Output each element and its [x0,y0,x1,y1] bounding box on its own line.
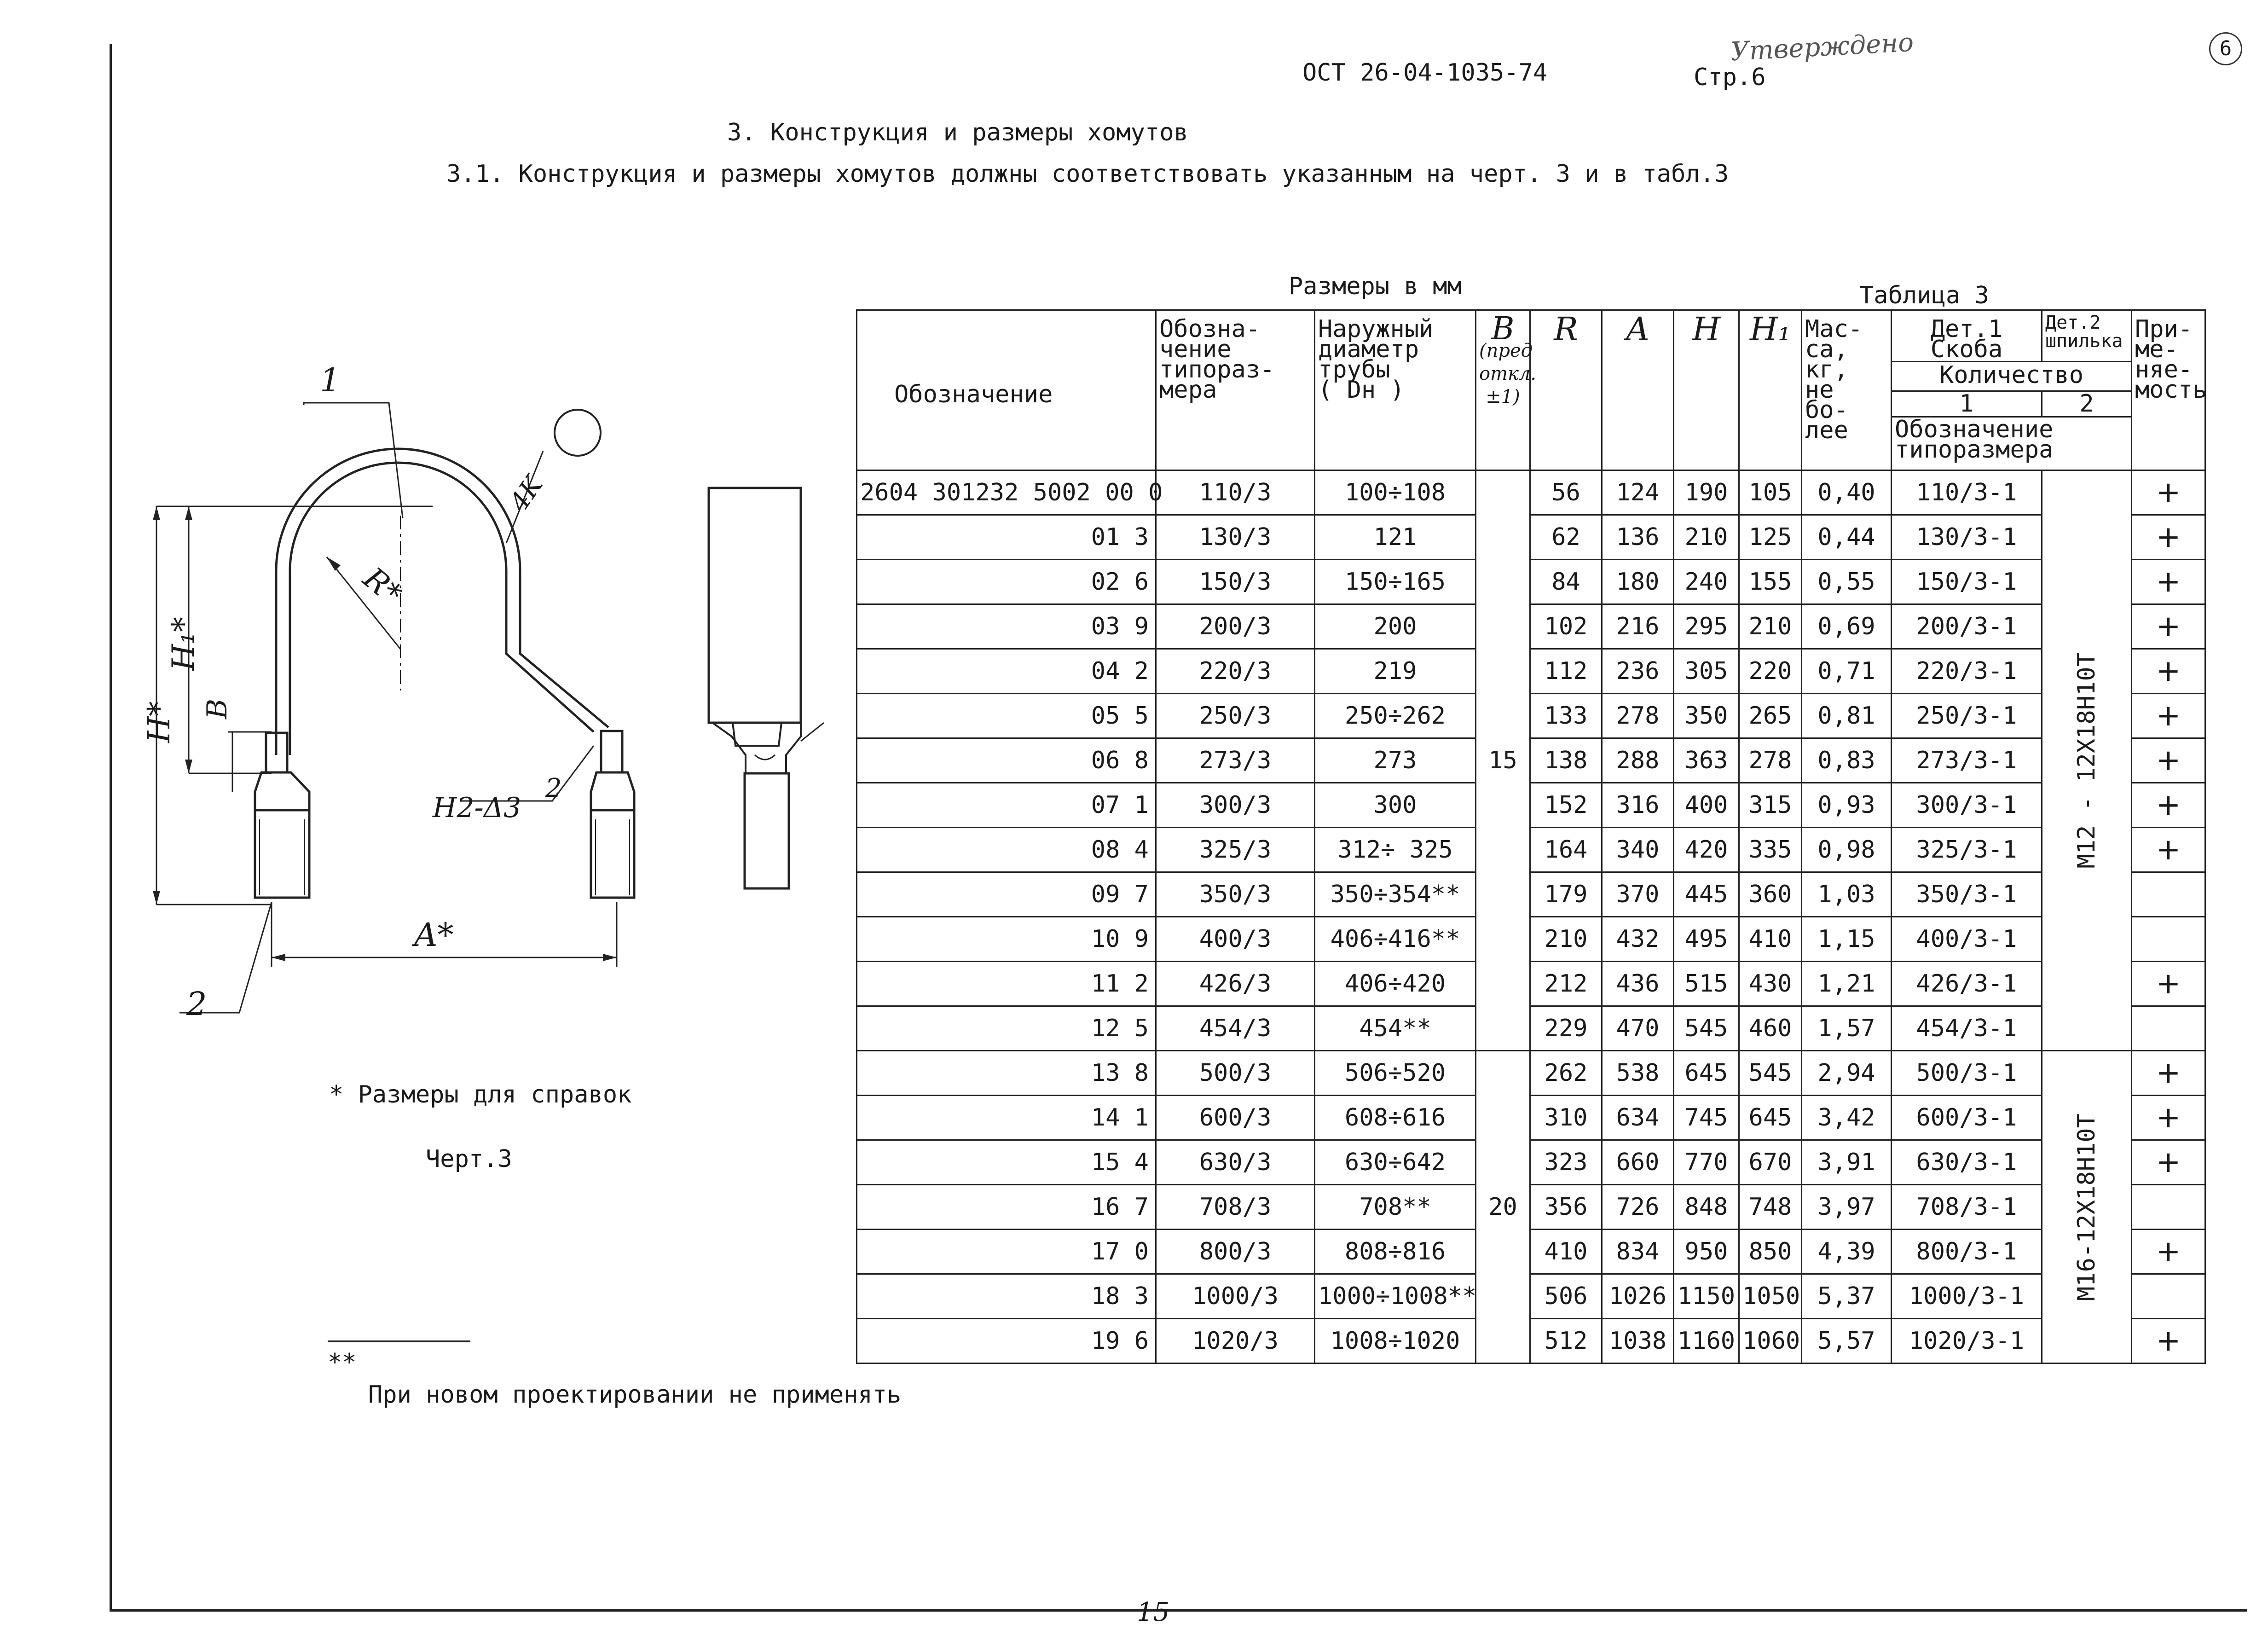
cell-mass: 1,57 [1802,1006,1892,1051]
cell-a: 278 [1602,694,1674,738]
cell-r: 138 [1530,738,1602,783]
height1-label: H₁* [166,616,202,671]
cell-type: 600/3 [1156,1096,1315,1140]
cell-h: 848 [1674,1185,1739,1230]
cell-h: 190 [1674,470,1739,515]
cell-r: 356 [1530,1185,1602,1230]
cell-mass: 2,94 [1802,1051,1892,1096]
weld-number-label: 2 [545,773,562,803]
cell-type: 150/3 [1156,560,1315,604]
handwritten-signature: Утверждено [1730,27,1915,67]
cell-mass: 1,21 [1802,962,1892,1006]
applicability-mark [2132,917,2205,962]
cell-dn: 200 [1315,604,1476,649]
cell-dn: 1008÷1020 [1315,1319,1476,1363]
cell-h1: 210 [1739,604,1802,649]
table-row [857,1230,2205,1274]
cell-r: 212 [1530,962,1602,1006]
table-body [857,470,2205,1363]
col-size-type: Обозна- чение типораз- мера [1156,310,1315,470]
cell-mass: 0,98 [1802,828,1892,872]
cell-des: 15 4 [857,1140,1156,1185]
cell-part: 220/3-1 [1892,649,2042,694]
cell-mass: 0,69 [1802,604,1892,649]
stud-material-cell [2042,470,2132,1051]
cell-r: 323 [1530,1140,1602,1185]
cell-a: 180 [1602,560,1674,604]
b-value-cell: 15 [1476,470,1530,1051]
cell-type: 800/3 [1156,1230,1315,1274]
cell-des: 16 7 [857,1185,1156,1230]
table-row [857,1185,2205,1230]
cell-a: 288 [1602,738,1674,783]
cell-r: 210 [1530,917,1602,962]
cell-h: 445 [1674,872,1739,917]
section-text: 3.1. Конструкция и размеры хомутов должны соответствовать указанным на черт. 3 и в табл.3 [446,160,1729,188]
cell-des: 01 3 [857,515,1156,560]
table-row [857,560,2205,604]
clamp-drawing [138,359,847,1050]
cell-dn: 808÷816 [1315,1230,1476,1274]
cell-type: 1000/3 [1156,1274,1315,1319]
cell-a: 634 [1602,1096,1674,1140]
cell-part: 150/3-1 [1892,560,2042,604]
cell-h: 770 [1674,1140,1739,1185]
cell-part: 325/3-1 [1892,828,2042,872]
cell-des: 11 2 [857,962,1156,1006]
cell-mass: 5,57 [1802,1319,1892,1363]
cell-dn: 250÷262 [1315,694,1476,738]
col-h1: H₁ [1739,310,1802,470]
cell-type: 630/3 [1156,1140,1315,1185]
radius-label: R* [356,560,409,612]
cell-mass: 0,83 [1802,738,1892,783]
cell-a: 316 [1602,783,1674,828]
cell-a: 834 [1602,1230,1674,1274]
table-row [857,470,2205,515]
applicability-mark: + [2132,604,2205,649]
cell-h1: 1060 [1739,1319,1802,1363]
page-label: Стр.6 [1694,64,1766,91]
cell-r: 133 [1530,694,1602,738]
col-b-note: (пред откл. ±1) [1479,340,1537,407]
cell-des: 06 8 [857,738,1156,783]
cell-dn: 630÷642 [1315,1140,1476,1185]
table-row [857,1006,2205,1051]
col-quantity: Количество [1892,362,2132,391]
col-designation: Обозначение [857,310,1156,470]
weld-label: H2-Δ3 [433,792,521,824]
dimensions-table [856,309,2206,1364]
col-outer-diameter: Наружный диаметр трубы ( Dн ) [1315,310,1476,470]
cell-mass: 0,55 [1802,560,1892,604]
table-row [857,828,2205,872]
table-row [857,872,2205,917]
col-b [1476,310,1537,470]
cell-des: 05 5 [857,694,1156,738]
part-1-label: 1 [320,361,341,399]
col-applicability: При- ме- няе- мость [2132,310,2205,470]
cell-part: 800/3-1 [1892,1230,2042,1274]
applicability-mark: + [2132,828,2205,872]
cell-part: 708/3-1 [1892,1185,2042,1230]
cell-part: 1000/3-1 [1892,1274,2042,1319]
table-row [857,738,2205,783]
cell-r: 56 [1530,470,1602,515]
cell-part: 200/3-1 [1892,604,2042,649]
stud-material-cell [2042,1051,2132,1363]
cell-h1: 105 [1739,470,1802,515]
cell-h1: 265 [1739,694,1802,738]
cell-type: 454/3 [1156,1006,1315,1051]
cell-mass: 0,40 [1802,470,1892,515]
cell-h1: 1050 [1739,1274,1802,1319]
cell-r: 179 [1530,872,1602,917]
cell-h: 420 [1674,828,1739,872]
table-header [857,310,2205,470]
cell-type: 130/3 [1156,515,1315,560]
cell-a: 432 [1602,917,1674,962]
cell-mass: 0,81 [1802,694,1892,738]
cell-h1: 155 [1739,560,1802,604]
cell-dn: 219 [1315,649,1476,694]
cell-dn: 121 [1315,515,1476,560]
cell-dn: 406÷416** [1315,917,1476,962]
cell-a: 340 [1602,828,1674,872]
cell-h1: 125 [1739,515,1802,560]
stud-material-text: М12 - 12Х18Н10Т [2073,652,2100,869]
cell-type: 500/3 [1156,1051,1315,1096]
cell-part: 426/3-1 [1892,962,2042,1006]
cell-h1: 220 [1739,649,1802,694]
cell-part: 130/3-1 [1892,515,2042,560]
cell-mass: 4,39 [1802,1230,1892,1274]
b-dimension-label: B [201,698,234,719]
cell-h: 515 [1674,962,1739,1006]
cell-r: 102 [1530,604,1602,649]
cell-h1: 670 [1739,1140,1802,1185]
col-part1: Дет.1 Скоба [1892,310,2042,362]
table-row [857,917,2205,962]
ubolt-outer-path [276,449,608,755]
cell-a: 538 [1602,1051,1674,1096]
ball-label: 4K [503,470,549,517]
cell-mass: 0,71 [1802,649,1892,694]
cell-h1: 278 [1739,738,1802,783]
applicability-mark: + [2132,515,2205,560]
footnote-reference-sizes: * Размеры для справок [329,1081,632,1108]
cell-r: 506 [1530,1274,1602,1319]
cell-h: 305 [1674,649,1739,694]
cell-r: 62 [1530,515,1602,560]
cell-dn: 1000÷1008** [1315,1274,1476,1319]
cell-a: 216 [1602,604,1674,649]
applicability-mark: + [2132,694,2205,738]
cell-h1: 315 [1739,783,1802,828]
cell-dn: 350÷354** [1315,872,1476,917]
cell-h1: 850 [1739,1230,1802,1274]
cell-part: 273/3-1 [1892,738,2042,783]
cell-r: 229 [1530,1006,1602,1051]
stud-material-text: М16-12Х18Н10Т [2073,1113,2100,1301]
cell-h: 240 [1674,560,1739,604]
cell-h: 210 [1674,515,1739,560]
cell-h: 1160 [1674,1319,1739,1363]
cell-dn: 300 [1315,783,1476,828]
part-2-label: 2 [186,985,207,1023]
cell-h: 363 [1674,738,1739,783]
cell-type: 300/3 [1156,783,1315,828]
cell-part: 500/3-1 [1892,1051,2042,1096]
cell-part: 250/3-1 [1892,694,2042,738]
cell-part: 400/3-1 [1892,917,2042,962]
cell-des: 09 7 [857,872,1156,917]
table-row [857,1319,2205,1363]
cell-part: 1020/3-1 [1892,1319,2042,1363]
col-quantity-1: 1 [1892,391,2042,417]
cell-a: 236 [1602,649,1674,694]
cell-h: 645 [1674,1051,1739,1096]
cell-part: 600/3-1 [1892,1096,2042,1140]
col-part2: Дет.2 шпилька [2042,310,2132,362]
cell-h1: 430 [1739,962,1802,1006]
cell-dn: 100÷108 [1315,470,1476,515]
cell-dn: 273 [1315,738,1476,783]
cell-a: 470 [1602,1006,1674,1051]
cell-mass: 1,15 [1802,917,1892,962]
cell-r: 84 [1530,560,1602,604]
cell-mass: 3,42 [1802,1096,1892,1140]
cell-des: 10 9 [857,917,1156,962]
applicability-mark: + [2132,1096,2205,1140]
cell-dn: 406÷420 [1315,962,1476,1006]
cell-type: 400/3 [1156,917,1315,962]
cell-des: 07 1 [857,783,1156,828]
cell-type: 325/3 [1156,828,1315,872]
cell-part: 630/3-1 [1892,1140,2042,1185]
cell-a: 1038 [1602,1319,1674,1363]
table-row [857,962,2205,1006]
table-row [857,1274,2205,1319]
cell-r: 512 [1530,1319,1602,1363]
cell-des: 08 4 [857,828,1156,872]
cell-h: 1150 [1674,1274,1739,1319]
cell-h1: 645 [1739,1096,1802,1140]
applicability-mark: + [2132,738,2205,783]
cell-type: 110/3 [1156,470,1315,515]
cell-des: 04 2 [857,649,1156,694]
cell-type: 200/3 [1156,604,1315,649]
cell-r: 112 [1530,649,1602,694]
table-row [857,694,2205,738]
col-b-letter: B [1491,311,1515,347]
cell-dn: 608÷616 [1315,1096,1476,1140]
cell-h1: 360 [1739,872,1802,917]
cell-h: 950 [1674,1230,1739,1274]
footnote-2-text: При новом проектировании не применять [368,1381,902,1409]
cell-dn: 506÷520 [1315,1051,1476,1096]
cell-mass: 0,44 [1802,515,1892,560]
cell-h1: 748 [1739,1185,1802,1230]
footnote-2-mark: ** [328,1349,357,1376]
height-label: H* [141,701,177,743]
applicability-mark: + [2132,470,2205,515]
circled-page-mark: 6 [2209,32,2242,65]
cell-r: 262 [1530,1051,1602,1096]
cell-part: 300/3-1 [1892,783,2042,828]
b-value-cell: 20 [1476,1051,1530,1363]
cell-type: 350/3 [1156,872,1315,917]
cell-type: 1020/3 [1156,1319,1315,1363]
cell-h1: 545 [1739,1051,1802,1096]
applicability-mark: + [2132,1230,2205,1274]
cell-a: 370 [1602,872,1674,917]
table-row [857,783,2205,828]
cell-h: 295 [1674,604,1739,649]
cell-h: 400 [1674,783,1739,828]
cell-h: 495 [1674,917,1739,962]
cell-mass: 3,91 [1802,1140,1892,1185]
cell-a: 124 [1602,470,1674,515]
units-label: Размеры в мм [1289,273,1462,300]
table-label: Таблица 3 [1859,282,1989,309]
cell-type: 426/3 [1156,962,1315,1006]
table-row [857,1140,2205,1185]
table-row [857,604,2205,649]
cell-part: 110/3-1 [1892,470,2042,515]
applicability-mark: + [2132,560,2205,604]
page-number: 15 [1137,1597,1170,1627]
table-row [857,1096,2205,1140]
applicability-mark: + [2132,1140,2205,1185]
cell-h1: 460 [1739,1006,1802,1051]
cell-des: 2604 301232 5002 00 0 [857,470,1156,515]
cell-mass: 3,97 [1802,1185,1892,1230]
cell-dn: 150÷165 [1315,560,1476,604]
col-quantity-2: 2 [2042,391,2132,417]
table-row [857,649,2205,694]
cell-h1: 335 [1739,828,1802,872]
cell-des: 12 5 [857,1006,1156,1051]
cell-type: 250/3 [1156,694,1315,738]
cell-type: 220/3 [1156,649,1315,694]
drawing-caption: Черт.3 [426,1145,512,1173]
cell-a: 1026 [1602,1274,1674,1319]
cell-h: 350 [1674,694,1739,738]
cell-part: 350/3-1 [1892,872,2042,917]
cell-dn: 312÷ 325 [1315,828,1476,872]
applicability-mark: + [2132,1319,2205,1363]
footnote-rule [328,1340,470,1342]
cell-des: 19 6 [857,1319,1156,1363]
cell-mass: 1,03 [1802,872,1892,917]
cell-des: 18 3 [857,1274,1156,1319]
cell-r: 310 [1530,1096,1602,1140]
cell-mass: 5,37 [1802,1274,1892,1319]
cell-r: 152 [1530,783,1602,828]
applicability-mark [2132,1274,2205,1319]
cell-part: 454/3-1 [1892,1006,2042,1051]
applicability-mark: + [2132,783,2205,828]
cell-mass: 0,93 [1802,783,1892,828]
section-title: 3. Конструкция и размеры хомутов [727,119,1188,146]
applicability-mark: + [2132,649,2205,694]
cell-des: 14 1 [857,1096,1156,1140]
table-row [857,1051,2205,1096]
col-mass: Мас- са, кг, не бо- лее [1802,310,1892,470]
cell-type: 708/3 [1156,1185,1315,1230]
cell-des: 13 8 [857,1051,1156,1096]
applicability-mark: + [2132,962,2205,1006]
cell-a: 660 [1602,1140,1674,1185]
cell-r: 164 [1530,828,1602,872]
table-row [857,515,2205,560]
cell-h1: 410 [1739,917,1802,962]
col-a: A [1602,310,1674,470]
cell-dn: 708** [1315,1185,1476,1230]
cell-des: 17 0 [857,1230,1156,1274]
cell-a: 136 [1602,515,1674,560]
cell-dn: 454** [1315,1006,1476,1051]
applicability-mark [2132,1185,2205,1230]
cell-h: 545 [1674,1006,1739,1051]
applicability-mark: + [2132,1051,2205,1096]
applicability-mark [2132,1006,2205,1051]
a-dimension-label: A* [414,916,454,954]
standard-number: ОСТ 26-04-1035-74 [1302,59,1548,87]
cell-a: 726 [1602,1185,1674,1230]
col-h: H [1674,310,1739,470]
col-r: R [1530,310,1602,470]
col-part-size-designation: Обозначение типоразмера [1892,417,2132,470]
cell-type: 273/3 [1156,738,1315,783]
cell-des: 03 9 [857,604,1156,649]
cell-h: 745 [1674,1096,1739,1140]
cell-des: 02 6 [857,560,1156,604]
cell-r: 410 [1530,1230,1602,1274]
cell-a: 436 [1602,962,1674,1006]
applicability-mark [2132,872,2205,917]
